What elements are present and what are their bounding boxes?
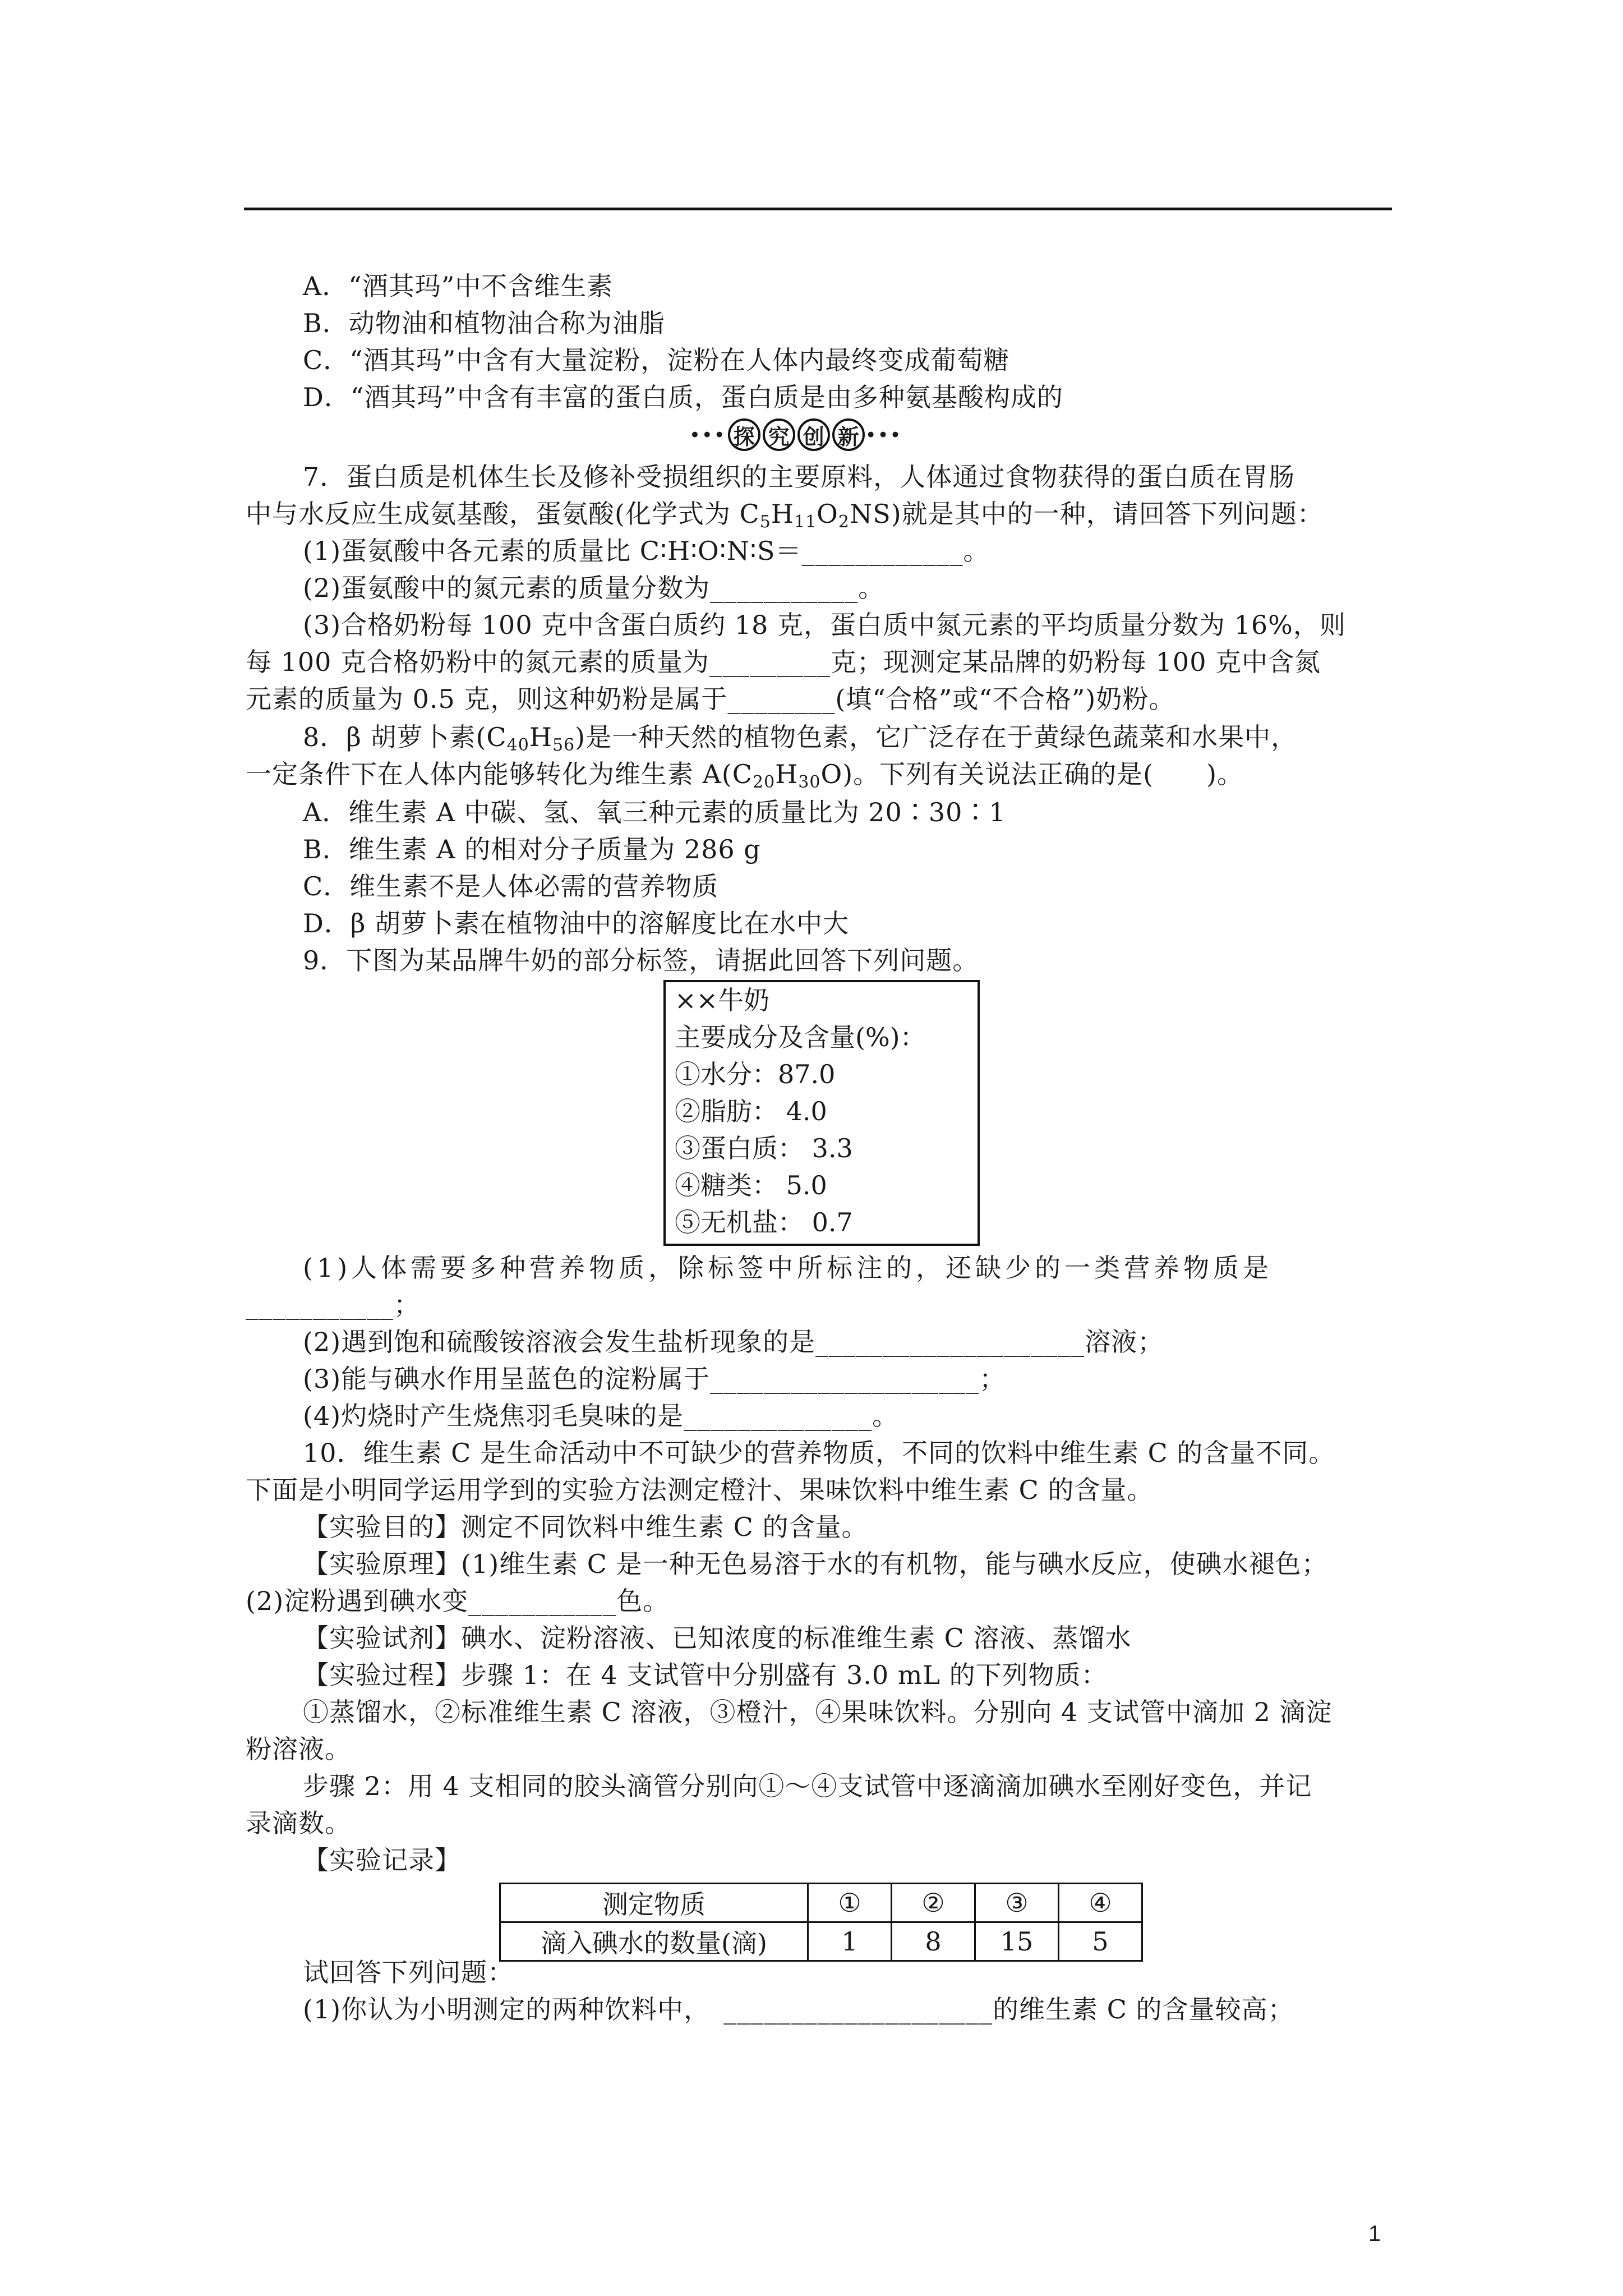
table-cell: 滴入碘水的数量(滴) [500,1922,808,1961]
q10-step1-line2: 粉溶液。 [246,1734,351,1764]
q9-intro: 9．下图为某品牌牛奶的部分标签，请据此回答下列问题。 [303,945,979,976]
q6-option-d: D．“酒其玛”中含有丰富的蛋白质，蛋白质是由多种氨基酸构成的 [303,382,1063,412]
q10-step2-line2: 录滴数。 [246,1808,351,1838]
q9-part3: (3)能与碘水作用呈蓝色的淀粉属于____________________； [303,1364,1006,1394]
q8-option-b: B．维生素 A 的相对分子质量为 286 g [303,834,761,864]
q10-reagents: 【实验试剂】碘水、淀粉溶液、已知浓度的标准维生素 C 溶液、蒸馏水 [303,1623,1132,1653]
q6-option-b: B．动物油和植物油合称为油脂 [303,308,665,338]
table-cell: 8 [892,1922,975,1961]
q9-part1-line2: ___________； [246,1290,420,1320]
q7-part1: (1)蛋氨酸中各元素的质量比 C∶H∶O∶N∶S＝____________。 [303,536,990,566]
page-number: 1 [1368,2221,1381,2246]
q6-option-c: C．“酒其玛”中含有大量淀粉，淀粉在人体内最终变成葡萄糖 [303,345,1010,375]
table-cell: ④ [1059,1884,1142,1922]
q8-option-a: A．维生素 A 中碳、氢、氧三种元素的质量比为 20∶30∶1 [303,797,1006,827]
section-header-char: 创 [797,418,830,451]
milk-label-line: ③蛋白质： 3.3 [675,1133,853,1163]
section-header-char: 新 [832,418,865,451]
q7-part3-line2: 每 100 克合格奶粉中的氮元素的质量为_________克；现测定某品牌的奶粉每 100 克中含氮 [246,647,1321,677]
table-cell: 测定物质 [500,1884,808,1922]
q10-stem-line1: 10．维生素 C 是生命活动中不可缺少的营养物质，不同的饮料中维生素 C 的含量不同。 [303,1438,1335,1468]
table-cell: 15 [975,1922,1059,1961]
q8-stem-line2: 一定条件下在人体内能够转化为维生素 $A(C_{20}H_{30}O)$。下列有关说法正确的是( )。 [246,759,1244,792]
table-cell: ③ [975,1884,1059,1922]
q10-principle-line2: (2)淀粉遇到碘水变___________色。 [246,1586,670,1616]
table-cell: 1 [808,1922,892,1961]
q8-option-d: D．β 胡萝卜素在植物油中的溶解度比在水中大 [303,908,850,938]
q9-part4: (4)灼烧时产生烧焦羽毛臭味的是______________。 [303,1401,899,1431]
milk-label-line: ②脂肪： 4.0 [675,1096,827,1126]
milk-label-box [663,980,980,1246]
section-header-explore-innovate: ••• 探 究 创 新 ••• [690,418,902,452]
q10-step2-line1: 步骤 2：用 4 支相同的胶头滴管分别向①～④支试管中逐滴滴加碘水至刚好变色，并记 [303,1771,1312,1801]
q10-record-heading: 【实验记录】 [303,1845,461,1875]
header-rule [244,208,1392,210]
experiment-record-table [499,1883,1143,1962]
milk-label-line: ④糖类： 5.0 [675,1170,827,1200]
milk-label-line: ××牛奶 [675,985,770,1015]
q10-process: 【实验过程】步骤 1：在 4 支试管中分别盛有 3.0 mL 的下列物质： [303,1660,1108,1690]
q10-purpose: 【实验目的】测定不同饮料中维生素 C 的含量。 [303,1512,868,1542]
q8-stem-line1: 8．β 胡萝卜素$(C_{40}H_{56})$是一种天然的植物色素，它广泛存在于黄绿色蔬菜和水果中， [303,722,1298,755]
q7-stem-line1: 7．蛋白质是机体生长及修补受损组织的主要原料，人体通过食物获得的蛋白质在胃肠 [303,462,1295,492]
q10-stem-line2: 下面是小明同学运用学到的实验方法测定橙汁、果味饮料中维生素 C 的含量。 [246,1475,1154,1505]
q10-ask: 试回答下列问题： [303,1957,514,1987]
q8-option-c: C．维生素不是人体必需的营养物质 [303,871,719,901]
milk-label-line: 主要成分及含量(%)： [675,1022,926,1052]
q7-part3-line3: 元素的质量为 0.5 克，则这种奶粉是属于________(填“合格”或“不合格”)奶粉。 [246,684,1175,714]
q6-option-a: A．“酒其玛”中不含维生素 [303,271,614,301]
milk-label-line: ①水分：87.0 [675,1059,836,1089]
milk-label-line: ⑤无机盐： 0.7 [675,1207,853,1237]
section-header-char: 探 [728,418,760,451]
q7-part3-line1: (3)合格奶粉每 100 克中含蛋白质约 18 克，蛋白质中氮元素的平均质量分数为 16%，则 [303,610,1346,640]
q10-step1-line1: ①蒸馏水，②标准维生素 C 溶液，③橙汁，④果味饮料。分别向 4 支试管中滴加 2 滴淀 [303,1697,1332,1727]
q10-part1: (1)你认为小明测定的两种饮料中， ____________________的维生素 C 的含量较高； [303,1994,1294,2024]
q7-stem-line2: 中与水反应生成氨基酸，蛋氨酸(化学式为 $C_5H_{11}O_2NS$)就是其中的一种，请回答下列问题： [246,499,1324,532]
q9-part2: (2)遇到饱和硫酸铵溶液会发生盐析现象的是____________________溶液； [303,1327,1164,1357]
table-cell: 5 [1059,1922,1142,1961]
table-row [500,1922,1142,1961]
table-header-row [500,1884,1142,1922]
q10-principle-line1: 【实验原理】(1)维生素 C 是一种无色易溶于水的有机物，能与碘水反应，使碘水褪色； [303,1549,1328,1579]
table-cell: ② [892,1884,975,1922]
q7-part2: (2)蛋氨酸中的氮元素的质量分数为___________。 [303,573,885,603]
table-cell: ① [808,1884,892,1922]
section-header-char: 究 [763,418,795,451]
q9-part1-line1: (1)人体需要多种营养物质，除标签中所标注的，还缺少的一类营养物质是 [303,1253,1273,1283]
